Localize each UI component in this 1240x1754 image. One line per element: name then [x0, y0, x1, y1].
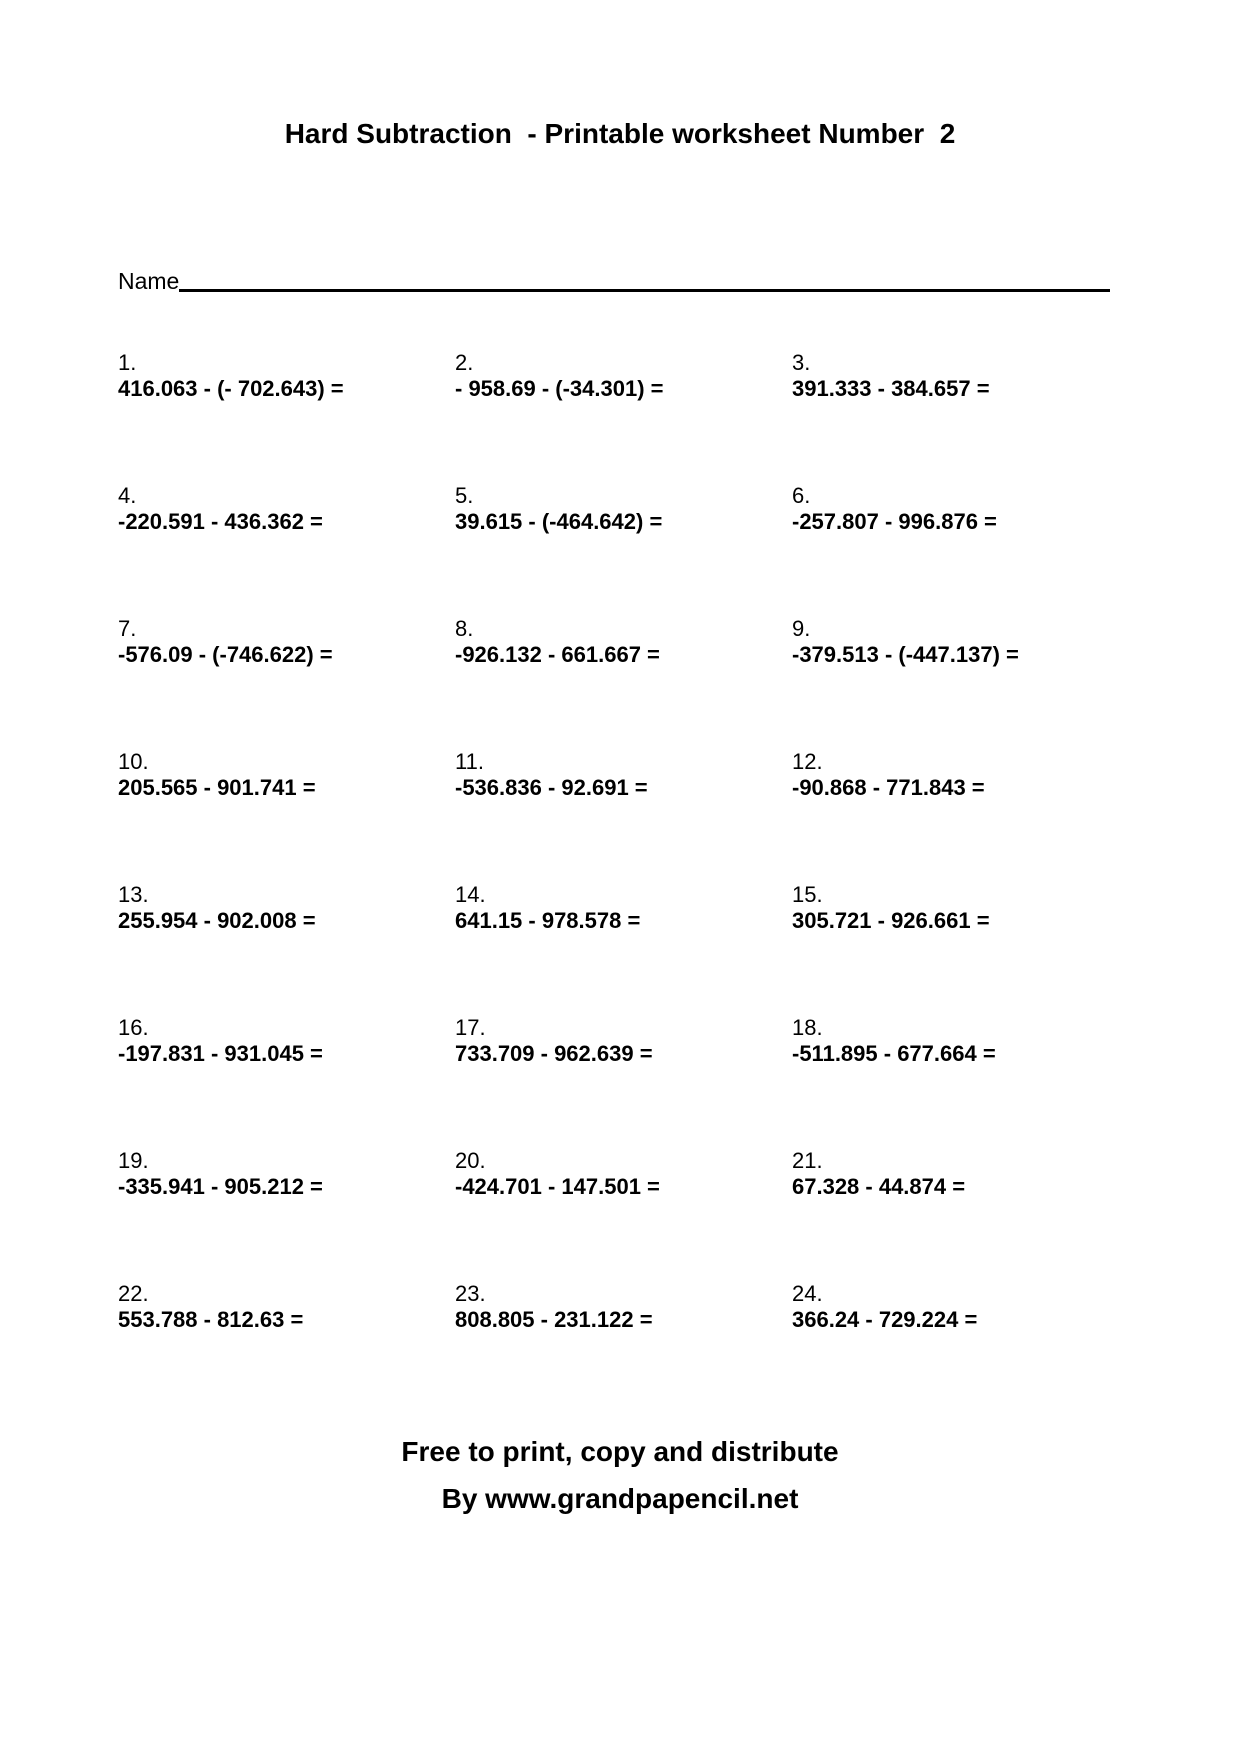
problem-expression: -335.941 - 905.212 = [118, 1174, 323, 1199]
problem-number: 10. [118, 749, 149, 774]
problem-expression: 808.805 - 231.122 = [455, 1307, 653, 1332]
problem-18 [792, 1015, 1118, 1148]
problem-number: 16. [118, 1015, 149, 1040]
problem-number: 17. [455, 1015, 486, 1040]
problem-expression: 67.328 - 44.874 = [792, 1174, 966, 1199]
problem-expression: -379.513 - (-447.137) = [792, 642, 1019, 667]
problem-19 [118, 1148, 455, 1281]
problem-number: 5. [455, 483, 474, 508]
problem-expression: 553.788 - 812.63 = [118, 1307, 304, 1332]
problem-1 [118, 350, 455, 483]
problem-expression: -220.591 - 436.362 = [118, 509, 323, 534]
footer [0, 1428, 1240, 1522]
problem-23 [455, 1281, 792, 1414]
problem-number: 15. [792, 882, 823, 907]
problem-7 [118, 616, 455, 749]
problem-expression: -511.895 - 677.664 = [792, 1041, 996, 1066]
problem-3 [792, 350, 1118, 483]
problem-13 [118, 882, 455, 1015]
problem-expression: - 958.69 - (-34.301) = [455, 376, 664, 401]
problem-4 [118, 483, 455, 616]
problem-number: 12. [792, 749, 823, 774]
footer-distribution-note: Free to print, copy and distribute [401, 1436, 839, 1467]
problem-expression: -926.132 - 661.667 = [455, 642, 660, 667]
problem-number: 18. [792, 1015, 823, 1040]
problem-20 [455, 1148, 792, 1281]
name-label: Name [118, 268, 180, 294]
problem-expression: 205.565 - 901.741 = [118, 775, 316, 800]
problem-expression: -257.807 - 996.876 = [792, 509, 997, 534]
problem-number: 20. [455, 1148, 486, 1173]
problem-number: 4. [118, 483, 137, 508]
problem-22 [118, 1281, 455, 1414]
problem-grid [118, 350, 1118, 1414]
problem-number: 7. [118, 616, 137, 641]
problem-expression: -197.831 - 931.045 = [118, 1041, 323, 1066]
problem-expression: -424.701 - 147.501 = [455, 1174, 660, 1199]
name-line[interactable] [179, 263, 1110, 292]
problem-number: 1. [118, 350, 137, 375]
problem-8 [455, 616, 792, 749]
problem-12 [792, 749, 1118, 882]
problem-number: 23. [455, 1281, 486, 1306]
problem-21 [792, 1148, 1118, 1281]
problem-expression: 255.954 - 902.008 = [118, 908, 316, 933]
problem-number: 24. [792, 1281, 823, 1306]
problem-9 [792, 616, 1118, 749]
problem-16 [118, 1015, 455, 1148]
problem-number: 21. [792, 1148, 823, 1173]
problem-expression: -90.868 - 771.843 = [792, 775, 985, 800]
problem-number: 22. [118, 1281, 149, 1306]
problem-17 [455, 1015, 792, 1148]
footer-website-credit: By www.grandpapencil.net [441, 1483, 799, 1514]
problem-expression: 305.721 - 926.661 = [792, 908, 990, 933]
problem-expression: -576.09 - (-746.622) = [118, 642, 333, 667]
problem-expression: 733.709 - 962.639 = [455, 1041, 653, 1066]
problem-10 [118, 749, 455, 882]
problem-number: 8. [455, 616, 474, 641]
problem-15 [792, 882, 1118, 1015]
problem-number: 2. [455, 350, 474, 375]
problem-number: 19. [118, 1148, 149, 1173]
problem-expression: 641.15 - 978.578 = [455, 908, 641, 933]
worksheet-title: Hard Subtraction - Printable worksheet Number 2 [284, 118, 956, 149]
problem-expression: 416.063 - (- 702.643) = [118, 376, 344, 401]
problem-5 [455, 483, 792, 616]
problem-expression: -536.836 - 92.691 = [455, 775, 648, 800]
problem-24 [792, 1281, 1118, 1414]
problem-number: 14. [455, 882, 486, 907]
problem-number: 11. [455, 749, 484, 774]
problem-number: 9. [792, 616, 811, 641]
problem-expression: 391.333 - 384.657 = [792, 376, 990, 401]
problem-expression: 366.24 - 729.224 = [792, 1307, 978, 1332]
problem-number: 6. [792, 483, 811, 508]
name-field-row [118, 262, 1110, 294]
problem-number: 3. [792, 350, 811, 375]
problem-expression: 39.615 - (-464.642) = [455, 509, 663, 534]
problem-14 [455, 882, 792, 1015]
problem-2 [455, 350, 792, 483]
problem-number: 13. [118, 882, 149, 907]
problem-11 [455, 749, 792, 882]
problem-6 [792, 483, 1118, 616]
